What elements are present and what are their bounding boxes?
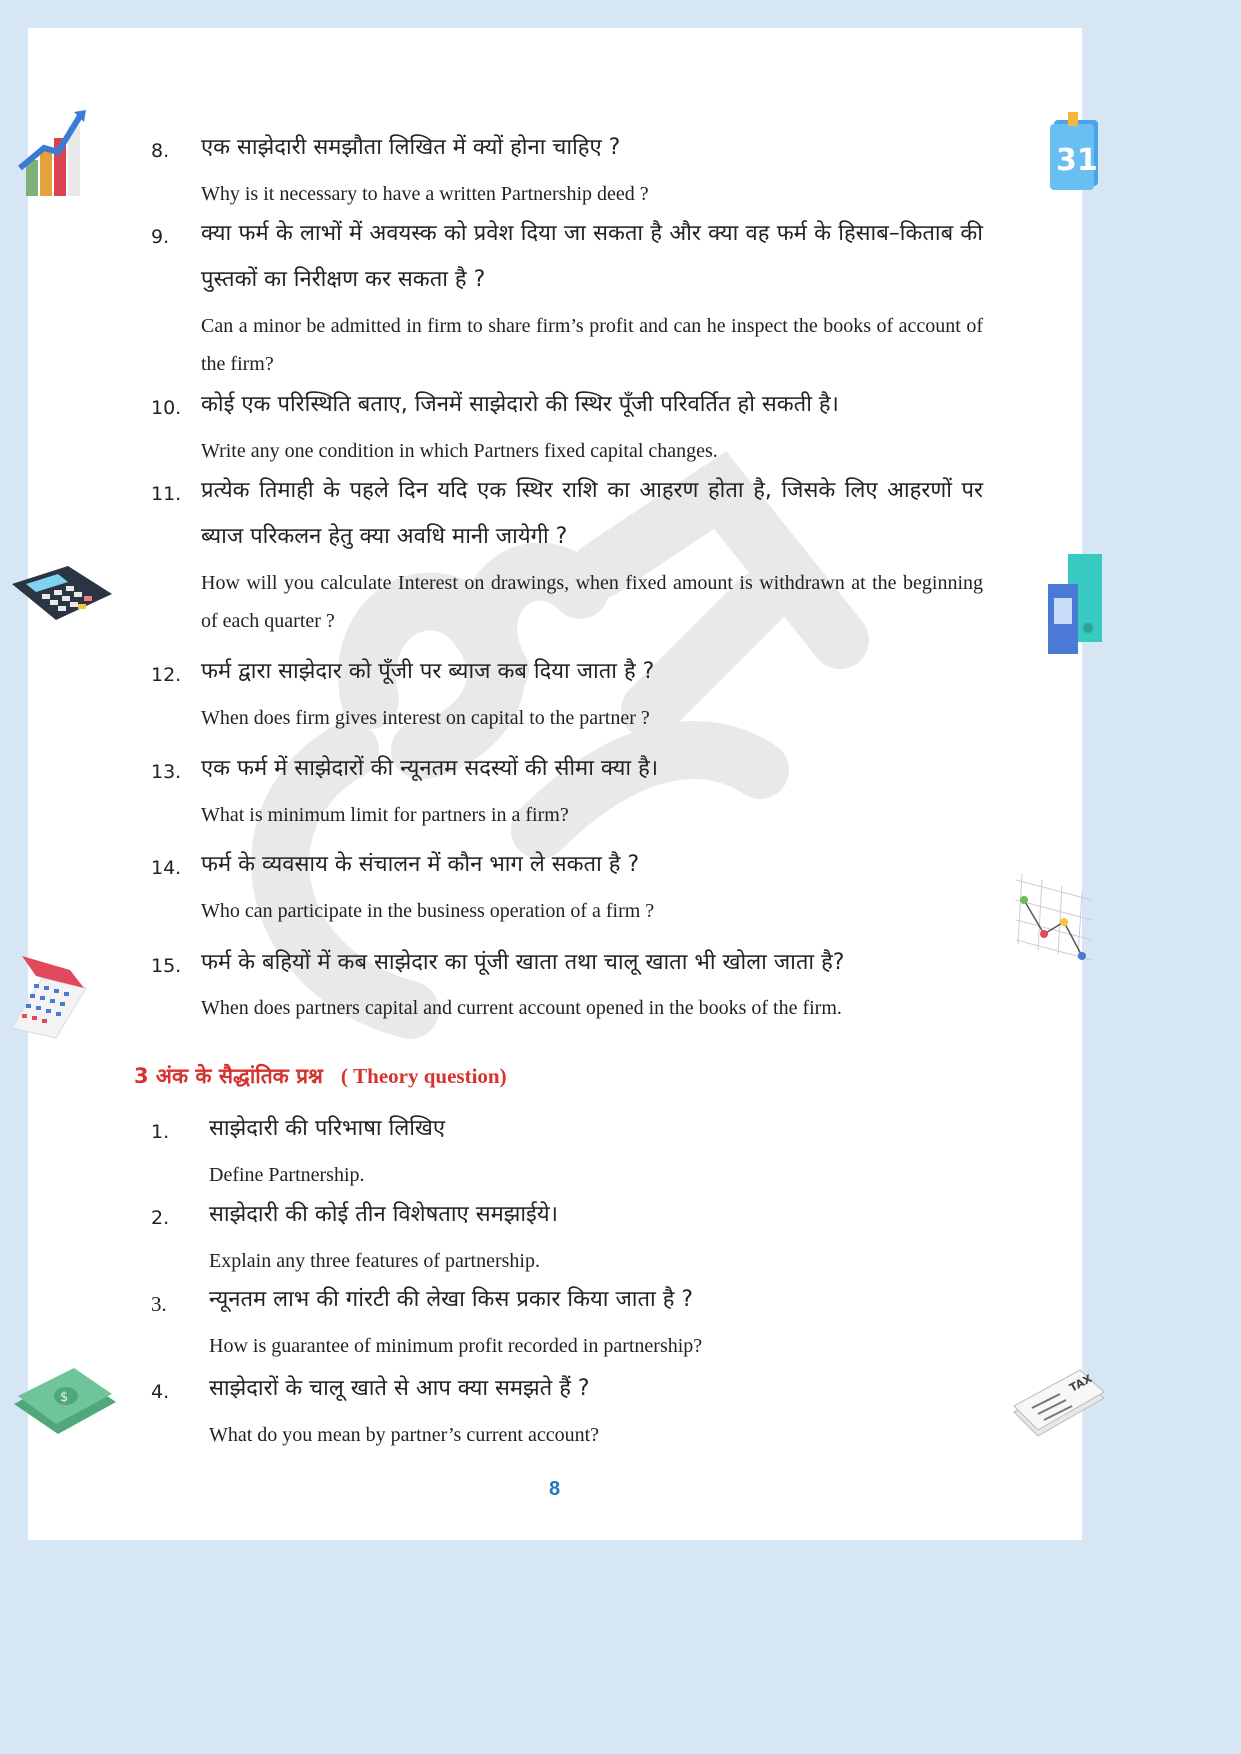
question-text-hindi: साझेदारी की कोई तीन विशेषताए समझाईये। <box>209 1202 558 1227</box>
section-heading <box>134 1062 507 1090</box>
line-graph-icon <box>1012 870 1098 960</box>
question-text-hindi: न्यूनतम लाभ की गांरटी की लेखा किस प्रकार किया जाता है ? <box>209 1287 694 1312</box>
question-number: 3. <box>151 1292 167 1316</box>
question-text-english: When does partners capital and current account opened in the books of the firm. <box>201 997 842 1019</box>
question-text-english: Explain any three features of partnership. <box>209 1250 540 1272</box>
tax-document-icon <box>1010 1362 1106 1446</box>
money-icon <box>10 1368 118 1440</box>
question-number: 4. <box>151 1381 170 1403</box>
section-heading-english: ( Theory question) <box>340 1064 507 1088</box>
question-text-hindi: साझेदारी की परिभाषा लिखिए <box>209 1116 446 1141</box>
question-text-english: Write any one condition in which Partners fixed capital changes. <box>201 440 718 462</box>
question-text-hindi: एक साझेदारी समझौता लिखित में क्यों होना चाहिए ? <box>201 135 621 160</box>
question-number: 13. <box>151 761 182 783</box>
question-text-english: When does firm gives interest on capital to the partner ? <box>201 707 650 729</box>
question-text-hindi: फर्म द्वारा साझेदार को पूँजी पर ब्याज कब दिया जाता है ? <box>201 659 655 684</box>
question-text-hindi: एक फर्म में साझेदारों की न्यूनतम सदस्यों की सीमा क्या है। <box>201 756 659 781</box>
question-text-english: What is minimum limit for partners in a firm? <box>201 804 569 826</box>
question-text-hindi: क्या फर्म के लाभों में अवयस्क को प्रवेश दिया जा सकता है और क्या वह फर्म के हिसाब–किताब की पुस्तकों का निरीक्षण कर सकता है ? <box>201 221 983 292</box>
question-text-hindi: कोई एक परिस्थिति बताए, जिनमें साझेदारो की स्थिर पूँजी परिवर्तित हो सकती है। <box>201 392 839 417</box>
question-text-english: Why is it necessary to have a written Partnership deed ? <box>201 183 649 205</box>
question-text-english: Who can participate in the business operation of a firm ? <box>201 900 655 922</box>
question-text-hindi: फर्म के व्यवसाय के संचालन में कौन भाग ले सकता है ? <box>201 852 640 877</box>
question-text-hindi: साझेदारों के चालू खाते से आप क्या समझते हैं ? <box>209 1376 590 1401</box>
section-heading-hindi: 3 अंक के सैद्धांतिक प्रश्न <box>134 1064 323 1088</box>
question-text-english: What do you mean by partner’s current account? <box>209 1424 600 1446</box>
svg-text:31: 31 <box>1056 143 1098 178</box>
calculator-icon <box>12 566 112 620</box>
question-text-english: Define Partnership. <box>209 1164 365 1186</box>
question-number: 8. <box>151 140 170 162</box>
question-number: 1. <box>151 1121 170 1143</box>
question-number: 12. <box>151 664 182 686</box>
svg-text:TAX: TAX <box>1067 1372 1095 1395</box>
svg-text:$: $ <box>60 1390 69 1405</box>
calendar-31-icon <box>1046 110 1102 196</box>
question-number: 9. <box>151 226 170 248</box>
question-number: 15. <box>151 955 182 977</box>
question-text-english: Can a minor be admitted in firm to share firm’s profit and can he inspect the books of account of the firm? <box>201 315 983 375</box>
desk-calendar-icon <box>8 948 90 1040</box>
question-number: 11. <box>151 483 182 505</box>
growth-chart-icon <box>14 108 88 200</box>
question-number: 2. <box>151 1207 170 1229</box>
binders-icon <box>1044 548 1104 658</box>
page-number: 8 <box>548 1478 561 1500</box>
question-text-hindi: फर्म के बहियों में कब साझेदार का पूंजी खाता तथा चालू खाता भी खोला जाता है? <box>201 950 845 975</box>
question-text-hindi: प्रत्येक तिमाही के पहले दिन यदि एक स्थिर राशि का आहरण होता है, जिसके लिए आहरणों पर ब्याज परिकलन हेतु क्या अवधि मानी जायेगी ? <box>201 478 983 549</box>
question-text-english: How will you calculate Interest on drawings, when fixed amount is withdrawn at the beginning of each quarter ? <box>201 572 983 632</box>
question-number: 14. <box>151 857 182 879</box>
question-text-english: How is guarantee of minimum profit recorded in partnership? <box>209 1335 703 1357</box>
question-number: 10. <box>151 397 182 419</box>
